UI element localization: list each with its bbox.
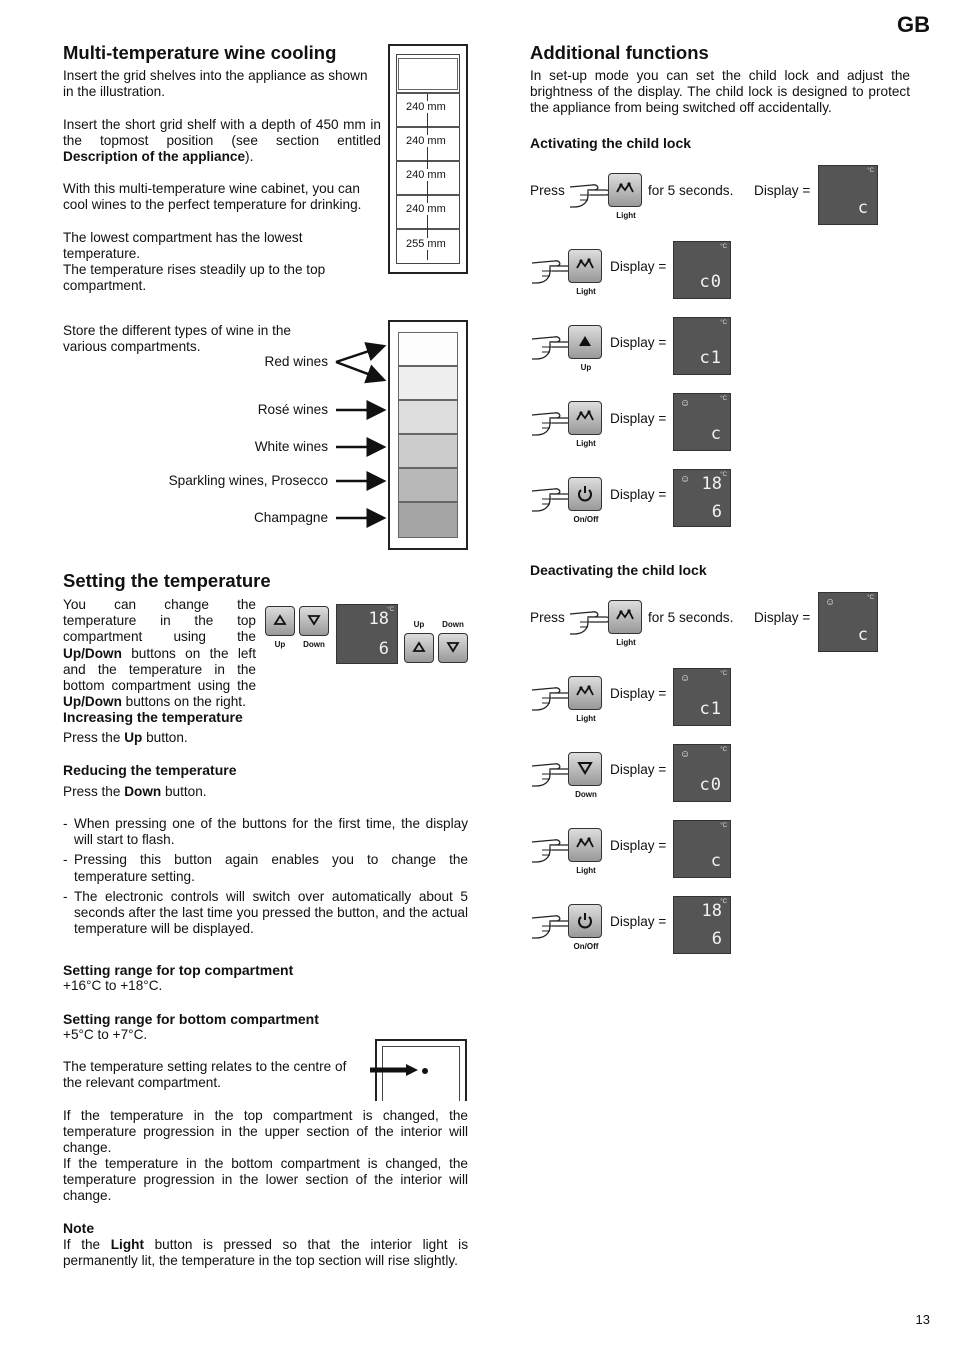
button-caption: Light <box>576 287 596 296</box>
list-item: - The electronic controls will switch over automatically about 5 seconds after the last time you pressed the button, and the actual temperature will be displayed. <box>63 888 468 937</box>
heading-wine-cooling: Multi-temperature wine cooling <box>63 42 337 63</box>
display-label: Display = <box>610 487 667 502</box>
language-tag: GB <box>897 12 930 37</box>
lcd-display: °C ☺ 18 6 <box>673 469 731 527</box>
heading-range-top: Setting range for top compartment <box>63 962 294 978</box>
lcd-display: °C c <box>818 165 878 225</box>
shelf-spacing-diagram <box>388 44 468 274</box>
compartment <box>398 400 458 434</box>
display-label: Display = <box>754 610 811 625</box>
centre-point <box>422 1068 428 1074</box>
smiley-icon: ☺ <box>680 673 691 684</box>
up-button-right[interactable] <box>404 633 434 663</box>
heading-activate-lock: Activating the child lock <box>530 135 692 151</box>
shelf <box>396 228 460 230</box>
light-button[interactable] <box>608 173 642 207</box>
for-seconds-label: for 5 seconds. <box>648 183 734 198</box>
press-label: Press <box>530 610 565 625</box>
up-button[interactable] <box>568 325 602 359</box>
light-button[interactable] <box>608 600 642 634</box>
shelf <box>396 126 460 128</box>
press-label: Press <box>530 183 565 198</box>
para-lowest: The lowest compartment has the lowest temperature. <box>63 230 303 262</box>
heading-reducing: Reducing the temperature <box>63 762 237 778</box>
down-button[interactable] <box>568 752 602 786</box>
on-off-button[interactable] <box>568 904 602 938</box>
button-caption: Down <box>575 790 597 799</box>
display-label: Display = <box>610 762 667 777</box>
compartment <box>398 502 458 538</box>
page-number: 13 <box>915 1312 930 1327</box>
para-store-wines: Store the different types of wine in the various compartments. <box>63 323 291 355</box>
heading-note: Note <box>63 1220 95 1236</box>
display-label: Display = <box>610 259 667 274</box>
display-label: Display = <box>610 914 667 929</box>
caption-up-right: Up <box>413 620 425 629</box>
down-button-right[interactable] <box>438 633 468 663</box>
lcd-display: °C ☺ c0 <box>673 744 731 802</box>
wine-zone-diagram <box>388 320 468 550</box>
lcd-display: °C ☺ c1 <box>673 668 731 726</box>
para-insert-grid: Insert the grid shelves into the appliance as shown in the illustration. <box>63 68 368 100</box>
display-label: Display = <box>610 411 667 426</box>
caption-up: Up <box>274 640 286 649</box>
range-bottom-value: +5°C to +7°C. <box>63 1027 148 1042</box>
para-multi-temp: With this multi-temperature wine cabinet, you can cool wines to the perfect temperature for drinking. <box>63 181 362 213</box>
list-item: - Pressing this button again enables you to change the temperature setting. <box>63 852 468 884</box>
display-label: Display = <box>754 183 811 198</box>
button-caption: On/Off <box>573 942 599 951</box>
para-short-shelf: Insert the short grid shelf with a depth of 450 mm in the topmost position (see section entitled Description of the appliance). <box>63 117 381 165</box>
wine-label-red: Red wines <box>264 354 328 369</box>
down-button-left[interactable] <box>299 606 329 636</box>
pointing-hand-icon <box>568 600 612 640</box>
shelf <box>396 92 460 94</box>
wine-label-rose: Rosé wines <box>257 402 328 417</box>
measurement-label: 240 mm <box>406 101 446 113</box>
range-top-value: +16°C to +18°C. <box>63 978 163 993</box>
compartment <box>398 366 458 400</box>
heading-deactivate-lock: Deactivating the child lock <box>530 562 707 578</box>
up-button-left[interactable] <box>265 606 295 636</box>
caption-down-right: Down <box>442 620 464 629</box>
smiley-icon: ☺ <box>680 749 691 760</box>
heading-range-bottom: Setting range for bottom compartment <box>63 1011 319 1027</box>
display-label: Display = <box>610 838 667 853</box>
para-press-up: Press the Up button. <box>63 730 188 745</box>
light-button[interactable] <box>568 676 602 710</box>
pointing-hand-icon <box>568 173 612 213</box>
wine-label-white: White wines <box>254 439 328 454</box>
heading-setting-temperature: Setting the temperature <box>63 570 271 591</box>
measurement-label: 255 mm <box>406 238 446 250</box>
para-additional-intro: In set-up mode you can set the child lock and adjust the brightness of the display. The child lock is designed to protect the appliance from being switched off accidentally. <box>530 68 910 116</box>
lcd-display: °C 18 6 <box>673 896 731 954</box>
lcd-display: °C c1 <box>673 317 731 375</box>
for-seconds-label: for 5 seconds. <box>648 610 734 625</box>
button-caption: Light <box>576 714 596 723</box>
bullet-list <box>63 816 468 937</box>
para-rises: The temperature rises steadily up to the top compartment. <box>63 262 326 294</box>
lcd-display: °C ☺ c <box>818 592 878 652</box>
para-centre: The temperature setting relates to the centre of the relevant compartment. <box>63 1059 347 1091</box>
shelf <box>396 194 460 196</box>
smiley-icon: ☺ <box>825 597 836 608</box>
para-press-down: Press the Down button. <box>63 784 207 799</box>
compartment <box>398 468 458 502</box>
wine-label-champagne: Champagne <box>253 510 328 525</box>
caption-down: Down <box>303 640 325 649</box>
centre-arrow <box>370 1062 420 1078</box>
lcd-display: °C c0 <box>673 241 731 299</box>
para-change-bottom: If the temperature in the bottom compartment is changed, the temperature progression in the lower section of the interior will change. <box>63 1156 468 1204</box>
button-caption: Light <box>576 866 596 875</box>
para-change-temperature: You can change the temperature in the top compartment using the Up/Down buttons on the left and the temperature in the bottom compartment using the Up/Down buttons on the right. <box>63 597 256 710</box>
button-caption: Light <box>616 211 636 220</box>
lcd-display: °C ☺ c <box>673 393 731 451</box>
light-button[interactable] <box>568 828 602 862</box>
button-caption: On/Off <box>573 515 599 524</box>
compartment <box>398 434 458 468</box>
lcd-display: °C c <box>673 820 731 878</box>
measurement-label: 240 mm <box>406 135 446 147</box>
button-caption: Light <box>616 638 636 647</box>
shelf <box>396 160 460 162</box>
display-label: Display = <box>610 686 667 701</box>
list-item: - When pressing one of the buttons for the first time, the display will start to flash. <box>63 816 468 848</box>
on-off-button[interactable] <box>568 477 602 511</box>
display-label: Display = <box>610 335 667 350</box>
temperature-display: °C 18 6 <box>336 604 398 664</box>
para-change-top: If the temperature in the top compartment is changed, the temperature progression in the upper section of the interior will change. <box>63 1108 468 1156</box>
button-caption: Light <box>576 439 596 448</box>
heading-additional-functions: Additional functions <box>530 42 709 63</box>
para-note: If the Light button is pressed so that the interior light is permanently lit, the temperature in the top section will rise slightly. <box>63 1237 468 1269</box>
smiley-icon: ☺ <box>680 398 691 409</box>
heading-increasing: Increasing the temperature <box>63 709 243 725</box>
light-button[interactable] <box>568 249 602 283</box>
wine-label-sparkling: Sparkling wines, Prosecco <box>168 473 328 488</box>
wine-arrows <box>332 340 388 530</box>
measurement-label: 240 mm <box>406 169 446 181</box>
top-shelf-area <box>398 58 458 90</box>
button-caption: Up <box>580 363 592 372</box>
measurement-label: 240 mm <box>406 203 446 215</box>
compartment <box>398 332 458 366</box>
smiley-icon: ☺ <box>680 474 691 485</box>
light-button[interactable] <box>568 401 602 435</box>
